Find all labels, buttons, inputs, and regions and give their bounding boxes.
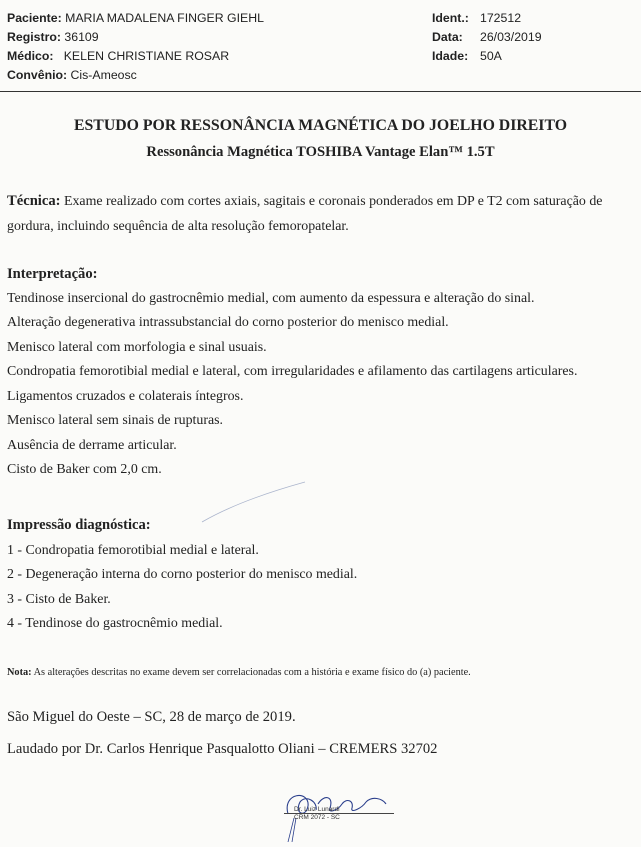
impressao-section (7, 513, 637, 637)
convenio-row (7, 66, 427, 85)
ident-label: Ident.: (432, 11, 469, 25)
medico-value: KELEN CHRISTIANE ROSAR (63, 49, 230, 63)
idade-row (432, 47, 632, 66)
idade-value: 50A (480, 49, 502, 63)
report-title-line1: ESTUDO POR RESSONÂNCIA MAGNÉTICA DO JOELHO DIREITO (73, 117, 567, 134)
report-title-line2: Ressonância Magnética TOSHIBA Vantage Elan™ 1.5T (146, 144, 495, 160)
stamp-crm: CRM 2072 - SC (294, 814, 340, 821)
nota-text: As alterações descritas no exame devem ser correlacionadas com a história e exame físico do (a) paciente. (33, 667, 471, 678)
patient-label: Paciente: (7, 11, 62, 25)
data-label: Data: (432, 30, 463, 44)
list-item: 3 - Cisto de Baker. (7, 591, 111, 607)
impressao-heading: Impressão diagnóstica: (7, 517, 151, 533)
registro-row (7, 28, 427, 47)
list-item: 1 - Condropatia femorotibial medial e lateral. (7, 542, 259, 558)
list-item: Cisto de Baker com 2,0 cm. (7, 462, 162, 477)
patient-name: MARIA MADALENA FINGER GIEHL (65, 11, 264, 25)
medico-label: Médico: (7, 49, 54, 63)
interpretacao-section (7, 262, 637, 483)
convenio-label: Convênio: (7, 68, 68, 82)
tecnica-text: Exame realizado com cortes axiais, sagitais e coronais ponderados em DP e T2 com saturação de gordura, incluindo sequência de alta resolução femoropatelar. (7, 194, 603, 234)
signed-by: Laudado por Dr. Carlos Henrique Pasqualotto Oliani – CREMERS 32702 (7, 741, 438, 757)
report-title (0, 113, 641, 165)
list-item: Ligamentos cruzados e colaterais íntegros. (7, 388, 244, 404)
data-value: 26/03/2019 (480, 30, 542, 44)
signature-stamp (258, 784, 408, 842)
list-item: 4 - Tendinose do gastrocnêmio medial. (7, 616, 223, 631)
tecnica-paragraph (7, 189, 637, 239)
list-item: 2 - Degeneração interna do corno posterior do menisco medial. (7, 567, 358, 582)
nota-line (7, 667, 471, 678)
list-item: Menisco lateral sem sinais de rupturas. (7, 413, 224, 428)
list-item: Menisco lateral com morfologia e sinal usuais. (7, 339, 267, 355)
data-row (432, 28, 632, 47)
registro-value: 36109 (64, 30, 99, 44)
list-item: Alteração degenerativa intrassubstancial do corno posterior do menisco medial. (7, 315, 449, 330)
list-item: Tendinose insercional do gastrocnêmio medial, com aumento da espessura e alteração do sinal. (7, 290, 535, 306)
header-divider (0, 91, 641, 92)
registro-label: Registro: (7, 30, 61, 44)
ident-row (432, 9, 632, 28)
stamp-name: Dr. Luiz Lunardi (294, 806, 340, 813)
interpretacao-heading: Interpretação: (7, 266, 98, 282)
idade-label: Idade: (432, 49, 469, 63)
place-date: São Miguel do Oeste – SC, 28 de março de 2019. (7, 709, 296, 725)
medico-row (7, 47, 427, 66)
patient-row (7, 9, 427, 28)
nota-label: Nota: (7, 667, 32, 678)
list-item: Condropatia femorotibial medial e lateral, com irregularidades e afilamento das cartilagens articulares. (7, 364, 578, 379)
convenio-value: Cis-Ameosc (70, 68, 137, 82)
list-item: Ausência de derrame articular. (7, 437, 177, 453)
ident-value: 172512 (480, 11, 522, 25)
tecnica-label: Técnica: (7, 193, 61, 209)
